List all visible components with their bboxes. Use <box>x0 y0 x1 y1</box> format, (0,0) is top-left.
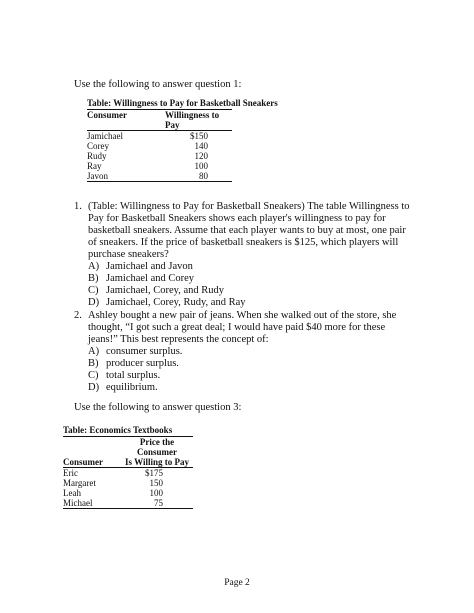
question-text: Ashley bought a new pair of jeans. When she walked out of the store, she thought, “I got such a great deal; I would have paid $40 more for these jeans!” This best represents the concept of: <box>88 310 397 345</box>
table-row <box>87 151 232 161</box>
table-row <box>87 131 232 141</box>
option-letter: C) <box>88 370 99 381</box>
option-text: equilibrium. <box>106 382 158 393</box>
option-text: Jamichael and Corey <box>106 273 195 284</box>
answer-option <box>88 297 414 309</box>
cell-consumer: Ray <box>87 161 102 171</box>
option-letter: B) <box>88 273 99 284</box>
cell-consumer: Margaret <box>63 478 96 488</box>
table-row <box>87 141 232 151</box>
intro-question-1: Use the following to answer question 1: <box>74 79 242 90</box>
table-willingness-sneakers <box>87 98 278 182</box>
option-text: consumer surplus. <box>106 346 183 357</box>
cell-consumer: Corey <box>87 141 109 151</box>
table-row <box>87 161 232 171</box>
cell-value: 100 <box>194 161 208 171</box>
option-letter: D) <box>88 297 100 308</box>
cell-consumer: Javon <box>87 171 108 181</box>
question-number: 2. <box>74 310 82 321</box>
cell-consumer: Jamichael <box>87 131 123 141</box>
header-price <box>121 437 193 467</box>
cell-consumer: Rudy <box>87 151 107 161</box>
table-row <box>63 488 193 498</box>
table-bottom-rule <box>87 181 232 182</box>
cell-value: $175 <box>145 468 163 478</box>
answer-option <box>88 261 414 273</box>
page-number: Page 2 <box>224 578 250 588</box>
table-bottom-rule <box>63 508 193 509</box>
option-text: Jamichael and Javon <box>106 261 193 272</box>
cell-value: 100 <box>149 488 163 498</box>
answer-option <box>88 285 414 297</box>
header-consumer: Consumer <box>63 457 103 467</box>
header-willingness: Willingness to Pay <box>165 110 220 130</box>
cell-consumer: Eric <box>63 468 78 478</box>
table-row <box>87 171 232 181</box>
question-text: (Table: Willingness to Pay for Basketball Sneakers) The table Willingness to Pay for Basketball Sneakers shows each player's willingness to pay for basketball sneakers. Assume that each player wants to buy at most, one pair of sneakers. If the price of basketball sneakers is $125, which players will purchase sneakers? <box>88 201 410 260</box>
question-body <box>88 310 414 394</box>
table-caption: Table: Economics Textbooks <box>63 425 173 435</box>
question-2 <box>74 310 414 394</box>
option-letter: A) <box>88 346 100 357</box>
table-header-row <box>87 110 232 130</box>
answer-option <box>88 382 414 394</box>
cell-value: 80 <box>199 171 208 181</box>
table-row <box>63 498 193 508</box>
option-letter: B) <box>88 358 99 369</box>
question-number: 1. <box>74 201 82 212</box>
question-body <box>88 201 414 309</box>
option-text: Jamichael, Corey, and Rudy <box>106 285 224 296</box>
option-letter: D) <box>88 382 100 393</box>
question-1 <box>74 201 414 309</box>
intro-question-3: Use the following to answer question 3: <box>74 402 242 413</box>
option-text: total surplus. <box>106 370 161 381</box>
cell-value: 120 <box>194 151 208 161</box>
table-economics-textbooks <box>63 425 193 509</box>
cell-consumer: Leah <box>63 488 81 498</box>
answer-option <box>88 346 414 358</box>
option-text: Jamichael, Corey, Rudy, and Ray <box>106 297 246 308</box>
cell-value: $150 <box>190 131 208 141</box>
option-letter: A) <box>88 261 100 272</box>
option-letter: C) <box>88 285 99 296</box>
answer-option <box>88 370 414 382</box>
cell-value: 150 <box>149 478 163 488</box>
table-header-row <box>63 437 193 467</box>
header-price-line-2: Is Willing to Pay <box>125 457 189 467</box>
header-price-line-1: Price the Consumer <box>137 437 177 457</box>
header-consumer: Consumer <box>87 110 127 120</box>
table-row <box>63 478 193 488</box>
table-row <box>63 468 193 478</box>
cell-value: 140 <box>194 141 208 151</box>
answer-option <box>88 358 414 370</box>
cell-consumer: Michael <box>63 498 93 508</box>
option-text: producer surplus. <box>106 358 179 369</box>
answer-option <box>88 273 414 285</box>
cell-value: 75 <box>154 498 163 508</box>
table-caption: Table: Willingness to Pay for Basketball Sneakers <box>87 98 278 108</box>
